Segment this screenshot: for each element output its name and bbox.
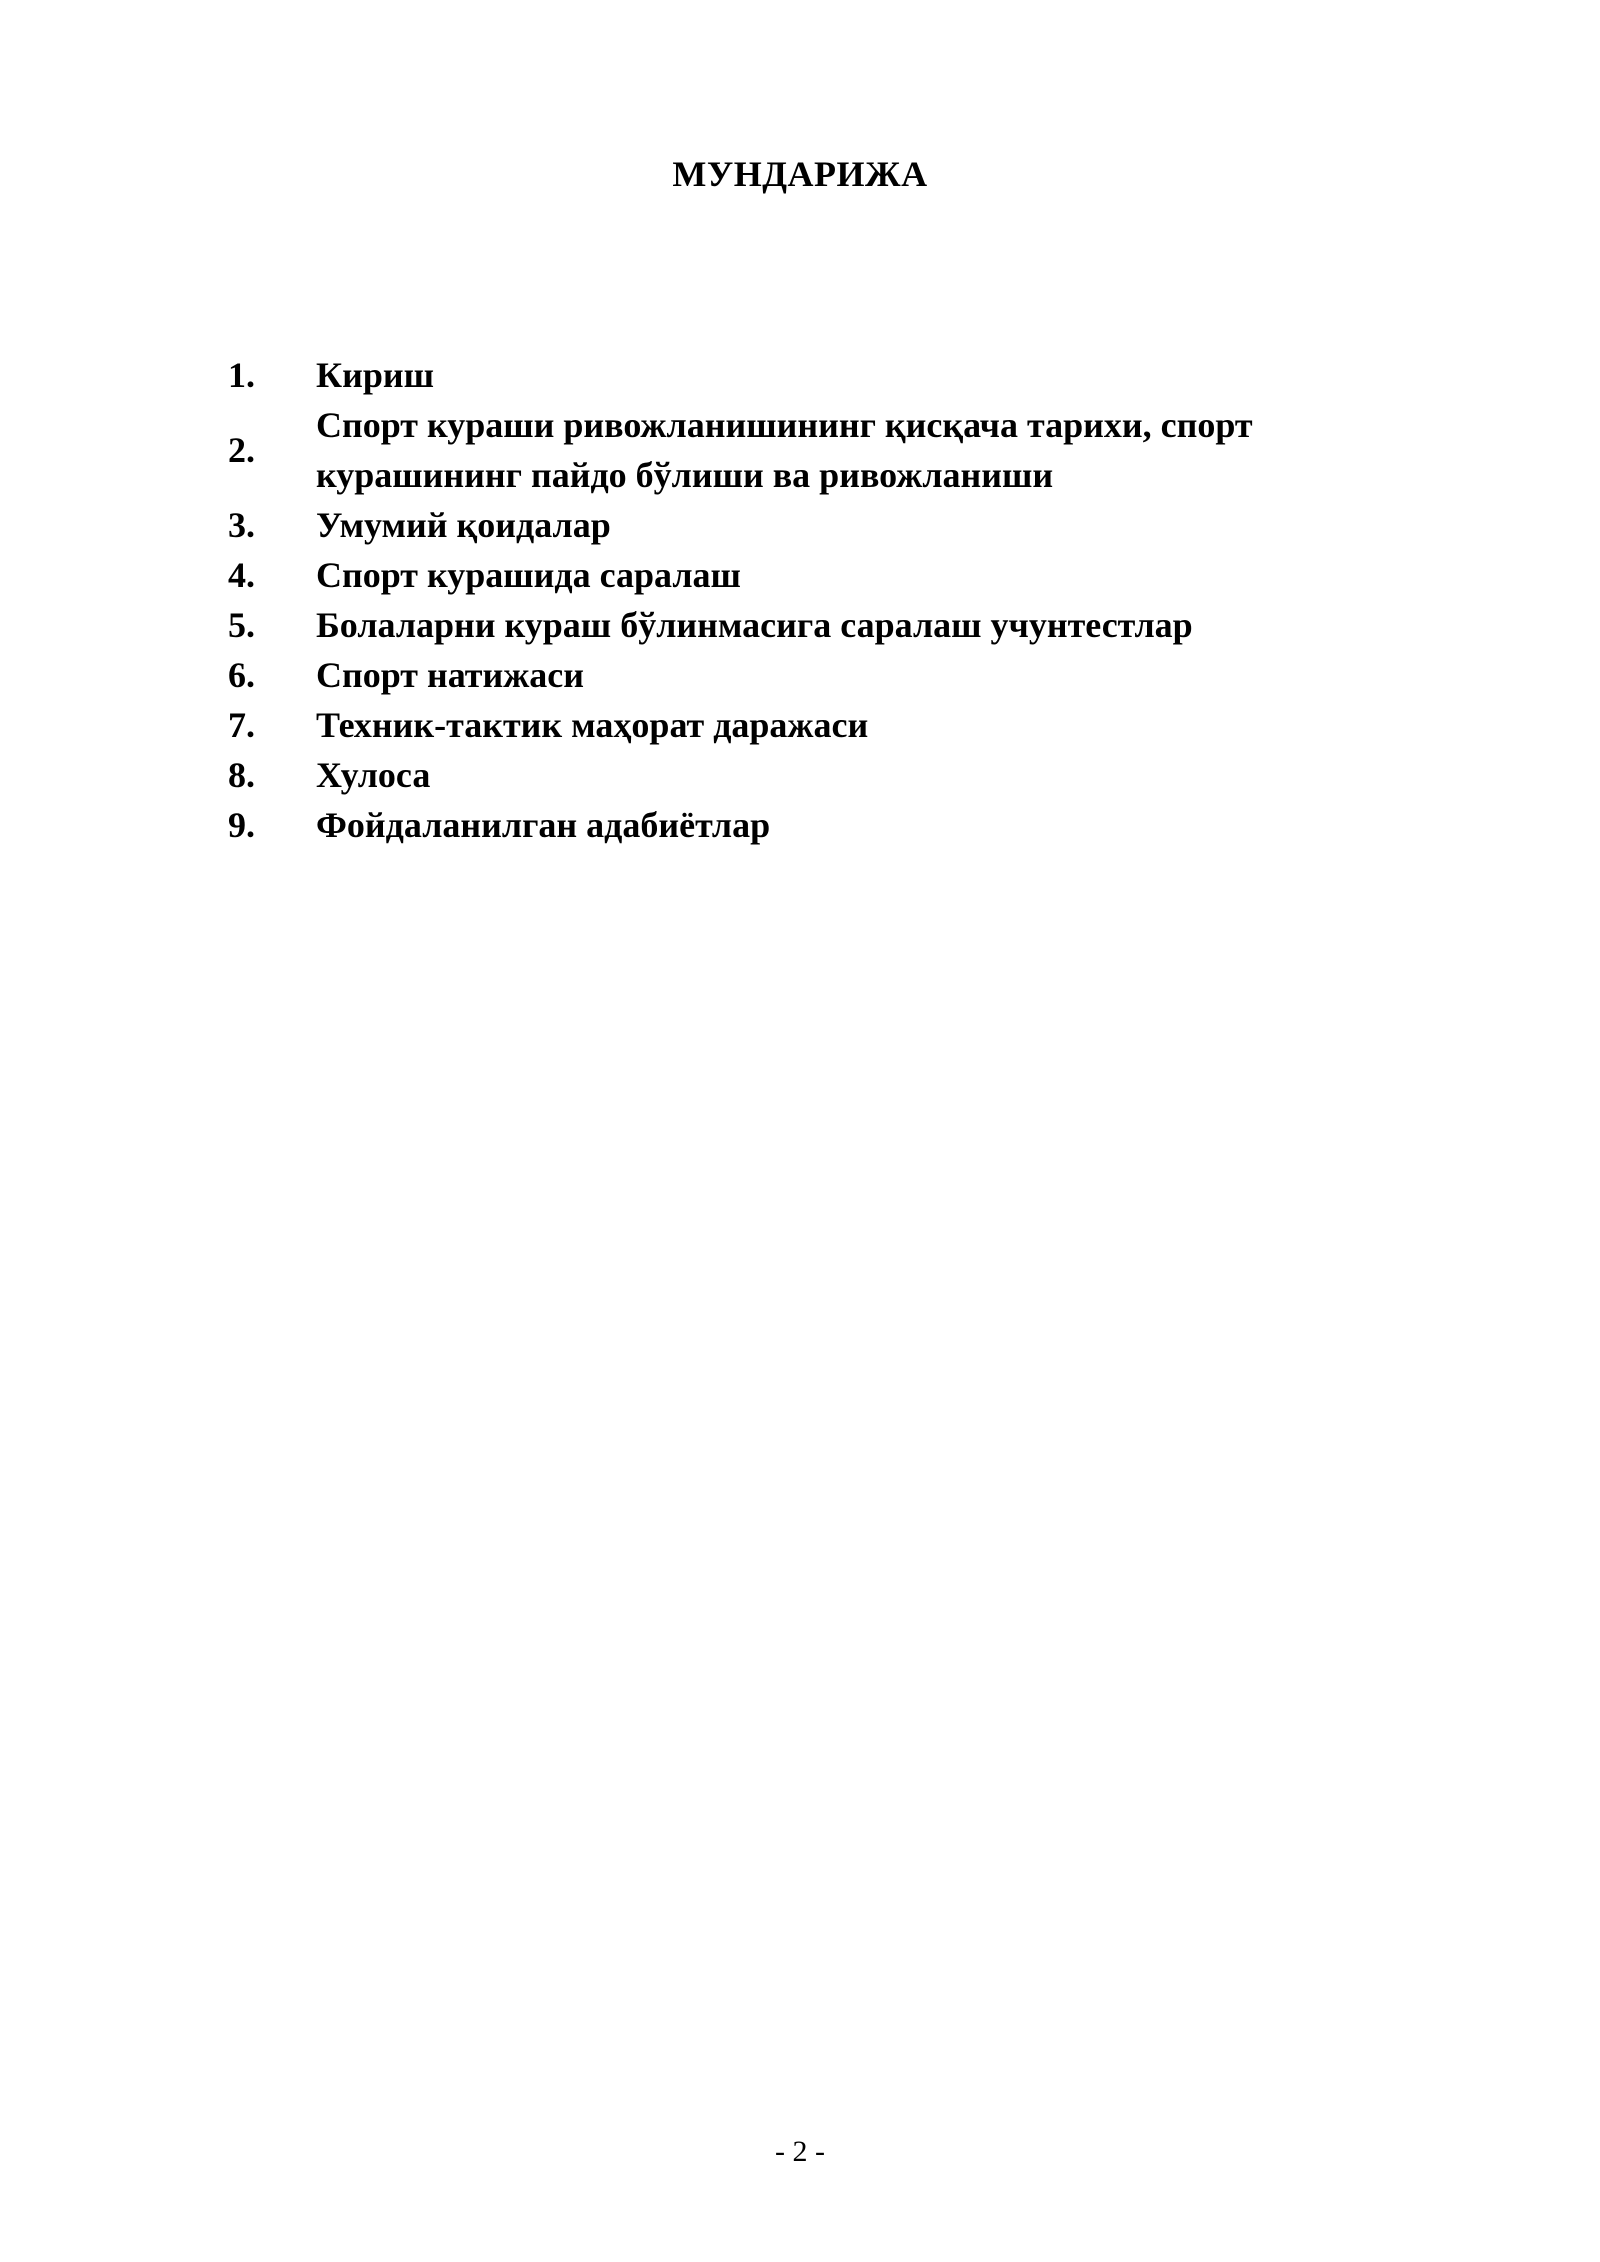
toc-item-3 bbox=[228, 500, 1408, 550]
toc-item-title: Хулоса bbox=[316, 755, 431, 795]
toc-item-number: 5. bbox=[228, 605, 255, 645]
toc-item-title: Спорт натижаси bbox=[316, 655, 585, 695]
toc-item-title: Кириш bbox=[316, 355, 435, 395]
table-of-contents bbox=[228, 350, 1408, 850]
page-number: - 2 - bbox=[775, 2135, 825, 2168]
toc-item-title: Умумий қоидалар bbox=[316, 505, 611, 545]
toc-item-number: 1. bbox=[228, 355, 255, 395]
toc-item-9 bbox=[228, 800, 1408, 850]
toc-item-title: Техник-тактик маҳорат даражаси bbox=[316, 705, 869, 745]
toc-item-number: 3. bbox=[228, 505, 255, 545]
toc-item-5 bbox=[228, 600, 1408, 650]
toc-item-number: 8. bbox=[228, 755, 255, 795]
toc-item-8 bbox=[228, 750, 1408, 800]
toc-item-title: Болаларни кураш бўлинмасига саралаш учунтестлар bbox=[316, 605, 1193, 645]
toc-item-1 bbox=[228, 350, 1408, 400]
toc-item-number: 9. bbox=[228, 805, 255, 845]
toc-item-title: Спорт кураши ривожланишининг қисқача тарихи, спорт курашининг пайдо бўлиши ва ривожланиши bbox=[316, 405, 1253, 495]
toc-item-number: 2. bbox=[228, 430, 255, 470]
toc-item-2 bbox=[228, 400, 1408, 500]
toc-item-number: 6. bbox=[228, 655, 255, 695]
toc-item-4 bbox=[228, 550, 1408, 600]
toc-item-6 bbox=[228, 650, 1408, 700]
toc-item-number: 7. bbox=[228, 705, 255, 745]
page-title: МУНДАРИЖА bbox=[672, 154, 928, 194]
toc-item-7 bbox=[228, 700, 1408, 750]
toc-item-title: Фойдаланилган адабиётлар bbox=[316, 805, 771, 845]
toc-item-number: 4. bbox=[228, 555, 255, 595]
toc-item-title: Спорт курашида саралаш bbox=[316, 555, 741, 595]
